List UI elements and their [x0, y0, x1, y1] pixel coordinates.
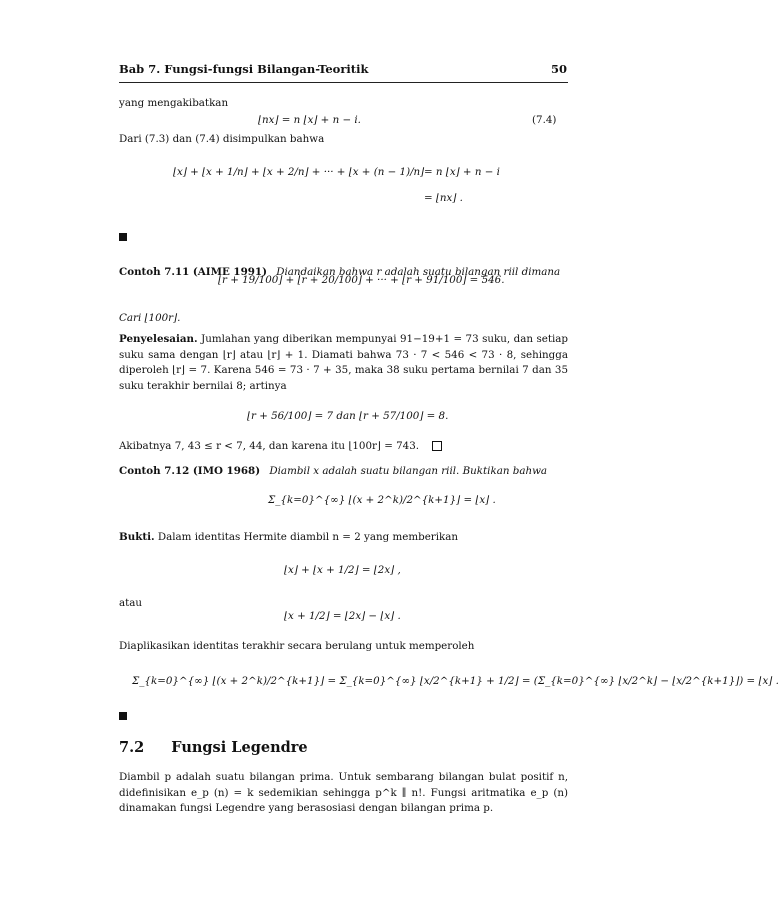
example-7-11-solution: [119, 332, 568, 394]
example-7-12-equation: Σ_{k=0}^{∞} ⌊(x + 2^k)/2^{k+1}⌋ = ⌊x⌋ .: [268, 494, 496, 506]
proof-text: Dalam identitas Hermite diambil n = 2 yang memberikan: [157, 531, 459, 543]
solution-text: Jumlahan yang diberikan mempunyai 91−19+1 = 73 suku, dan setiap suku sama dengan ⌊r⌋ atau ⌊r⌋ + 1. Diamati bahwa 73 · 7 < 546 < 73 · 8, sehingga diperoleh ⌊r⌋ = 7. Karena 546 = 73 · 7 + 35, maka 38 suku pertama bernilai 7 dan 35 suku terakhir bernilai 8; artinya: [119, 333, 568, 392]
floor-sum-rhs-2: = ⌊nx⌋ .: [424, 192, 463, 204]
example-label: Contoh 7.12 (IMO 1968): [119, 465, 261, 477]
example-7-11-mid-equation: ⌊r + 56/100⌋ = 7 dan ⌊r + 57/100⌋ = 8.: [247, 410, 449, 422]
section-heading: [119, 739, 308, 756]
proof-label: Bukti.: [119, 531, 155, 543]
equation-label: (7.4): [532, 114, 557, 126]
qed-mark: [119, 712, 127, 720]
proof-line: [119, 531, 458, 544]
example-7-11-equation: ⌊r + 19/100⌋ + ⌊r + 20/100⌋ + ··· + ⌊r + 91/100⌋ = 546.: [218, 274, 505, 286]
apply-text: Diaplikasikan identitas terakhir secara berulang untuk memperoleh: [119, 640, 475, 652]
example-statement: Diambil x adalah suatu bilangan riil. Buktikan bahwa: [269, 465, 548, 477]
hermite-equation-2: ⌊x + 1/2⌋ = ⌊2x⌋ − ⌊x⌋ .: [284, 610, 401, 622]
section-paragraph: Diambil p adalah suatu bilangan prima. Untuk sembarang bilangan bulat positif n, didefinisikan e_p (n) = k sedemikian sehingga p^k ∥ n!. Fungsi aritmatika e_p (n) dinamakan fungsi Legendre yang berasosiasi dengan bilangan prima p.: [119, 771, 568, 814]
example-7-11-task: Cari ⌊100r⌋.: [119, 312, 181, 324]
example-7-12-heading: [119, 465, 547, 478]
header-rule: [119, 82, 568, 83]
intro-line-2: Dari (7.3) dan (7.4) disimpulkan bahwa: [119, 133, 325, 145]
final-equation: Σ_{k=0}^{∞} ⌊(x + 2^k)/2^{k+1}⌋ = Σ_{k=0}^{∞} ⌊x/2^{k+1} + 1/2⌋ = (Σ_{k=0}^{∞} ⌊x/2^k⌋ − ⌊x/2^{k+1}⌋) = ⌊x⌋ .: [132, 675, 779, 687]
section-title: Fungsi Legendre: [171, 739, 308, 756]
chapter-title: Bab 7. Fungsi-fungsi Bilangan-Teoritik: [119, 62, 369, 76]
solution-label: Penyelesaian.: [119, 333, 198, 345]
hermite-equation: ⌊x⌋ + ⌊x + 1/2⌋ = ⌊2x⌋ ,: [284, 564, 401, 576]
example-statement: Diandaikan bahwa r adalah suatu bilangan riil dimana: [276, 266, 561, 278]
page-number: 50: [551, 62, 568, 76]
atau-text: atau: [119, 597, 143, 609]
section-number: 7.2: [119, 739, 145, 756]
example-label: Contoh 7.11 (AIME 1991): [119, 266, 267, 278]
qed-open-mark: [432, 441, 442, 451]
floor-sum-rhs-1: = n ⌊x⌋ + n − i: [424, 166, 500, 178]
qed-mark: [119, 233, 127, 241]
example-7-11-conclusion: Akibatnya 7, 43 ≤ r < 7, 44, dan karena itu ⌊100r⌋ = 743.: [119, 440, 420, 452]
floor-sum-equation: ⌊x⌋ + ⌊x + 1/n⌋ + ⌊x + 2/n⌋ + ··· + ⌊x + (n − 1)/n⌋: [173, 166, 425, 178]
equation-7-4: ⌊nx⌋ = n ⌊x⌋ + n − i.: [258, 114, 361, 126]
intro-line: yang mengakibatkan: [119, 97, 229, 109]
